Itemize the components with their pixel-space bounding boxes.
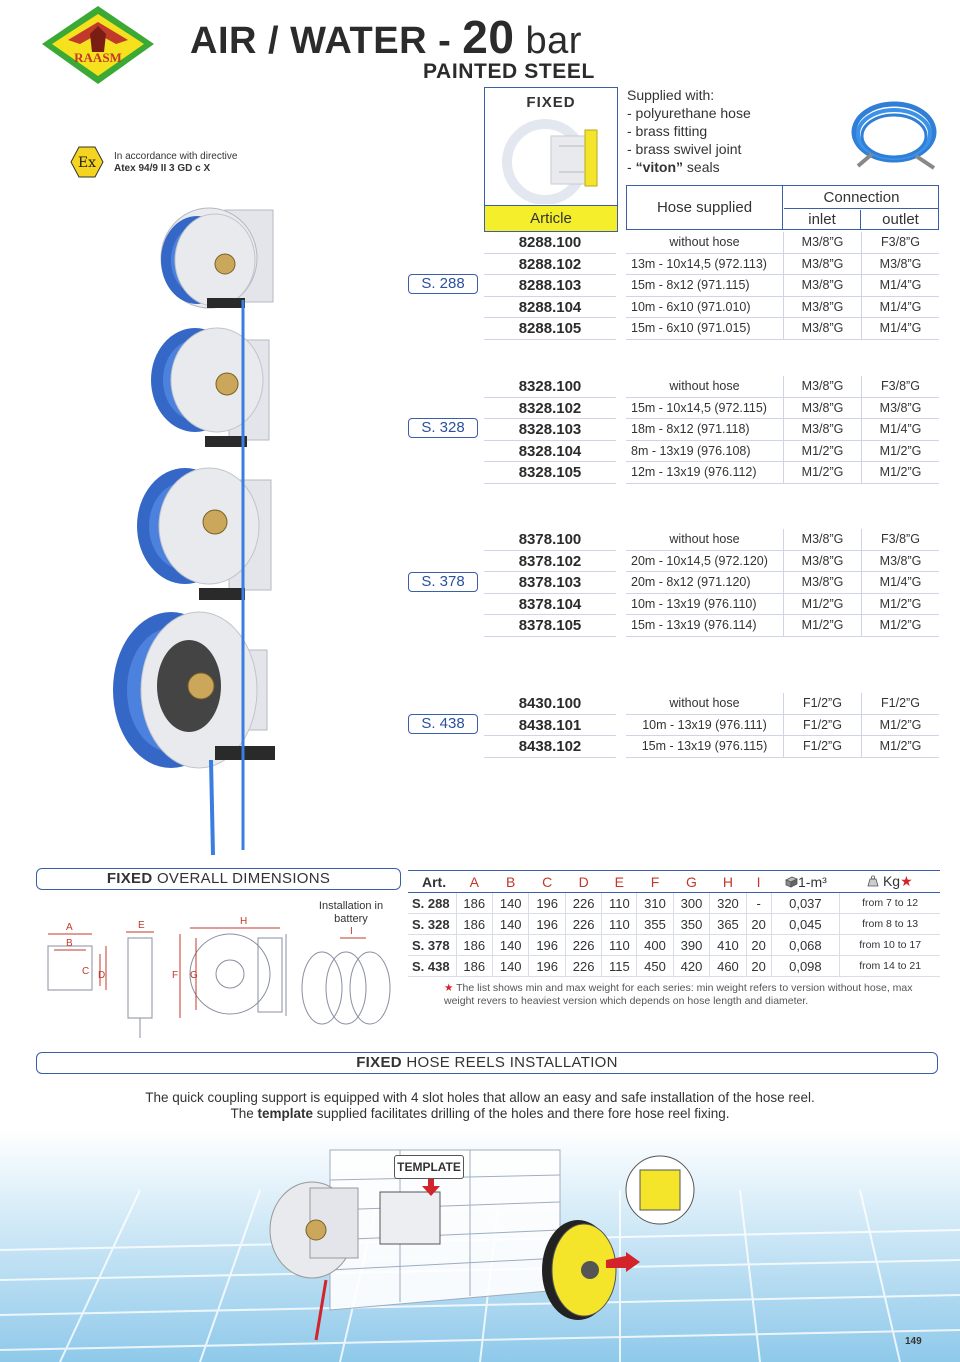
table-row: 10m - 13x19 (976.110) M1/2”G M1/2”G bbox=[626, 594, 939, 616]
table-row: without hose F1/2”G F1/2”G bbox=[626, 693, 939, 715]
table-row: 15m - 13x19 (976.114) M1/2”G M1/2”G bbox=[626, 615, 939, 637]
raasm-logo bbox=[38, 4, 158, 86]
installation-description: The quick coupling support is equipped with 4 slot holes that allow an easy and safe installation of the hose reel. The template supplied facilitates drilling of the holes and there fore hose reel fixing. bbox=[145, 1090, 815, 1121]
template-label: TEMPLATE bbox=[394, 1155, 464, 1179]
supplied-item: - “viton” seals bbox=[627, 159, 720, 175]
star-icon: ★ bbox=[444, 982, 457, 994]
article-cell: 8288.105 bbox=[484, 318, 616, 340]
col-f: F bbox=[637, 871, 673, 893]
fixed-article-box bbox=[484, 87, 618, 232]
table-row: S. 288 186 140 196 226 110 310 300 320 - 0,037 from 7 to 12 bbox=[408, 893, 940, 914]
table-header-row bbox=[408, 871, 940, 893]
series-tag-s288: S. 288 bbox=[408, 274, 478, 294]
article-cell: 8328.105 bbox=[484, 462, 616, 484]
dimensions-section-title: FIXED OVERALL DIMENSIONS bbox=[36, 868, 401, 890]
connection-table-header bbox=[626, 185, 939, 230]
page-subtitle: PAINTED STEEL bbox=[423, 60, 595, 83]
installation-section-title: FIXED HOSE REELS INSTALLATION bbox=[36, 1052, 938, 1074]
page-number: 149 bbox=[905, 1336, 922, 1347]
table-row: S. 438 186 140 196 226 115 450 420 460 20 0,098 from 14 to 21 bbox=[408, 956, 940, 977]
installation-illustration bbox=[0, 1130, 960, 1362]
article-cell: 8378.105 bbox=[484, 615, 616, 637]
article-cell: 8430.100 bbox=[484, 693, 616, 715]
spec-column-s378 bbox=[626, 529, 939, 637]
svg-text:A: A bbox=[66, 922, 73, 933]
battery-installation-label: Installation in battery bbox=[318, 900, 384, 925]
table-row: without hose M3/8”G F3/8”G bbox=[626, 232, 939, 254]
svg-text:H: H bbox=[240, 916, 248, 927]
table-row: without hose M3/8”G F3/8”G bbox=[626, 529, 939, 551]
svg-text:B: B bbox=[66, 938, 73, 949]
col-d: D bbox=[565, 871, 601, 893]
article-cell: 8288.103 bbox=[484, 275, 616, 297]
table-row: 20m - 10x14,5 (972.120) M3/8”G M3/8”G bbox=[626, 551, 939, 573]
weight-icon bbox=[867, 875, 879, 887]
article-cell: 8438.101 bbox=[484, 715, 616, 737]
hose-supplied-header: Hose supplied bbox=[627, 186, 783, 229]
series-tag-s378: S. 378 bbox=[408, 572, 478, 592]
connection-header: Connection bbox=[784, 186, 939, 209]
article-cell: 8378.104 bbox=[484, 594, 616, 616]
article-cell: 8378.100 bbox=[484, 529, 616, 551]
article-cell: 8288.102 bbox=[484, 254, 616, 276]
cube-volume-icon bbox=[784, 876, 798, 888]
col-c: C bbox=[529, 871, 565, 893]
article-header: Article bbox=[485, 205, 617, 231]
page-title: AIR / WATER - 20 bar bbox=[190, 11, 582, 63]
svg-text:E: E bbox=[138, 920, 145, 931]
col-a: A bbox=[456, 871, 492, 893]
col-b: B bbox=[492, 871, 528, 893]
supplied-item: - brass fitting bbox=[627, 123, 708, 139]
table-row: 10m - 13x19 (976.111) F1/2”G M1/2”G bbox=[626, 715, 939, 737]
article-column-s288 bbox=[484, 232, 616, 340]
table-row: 12m - 13x19 (976.112) M1/2”G M1/2”G bbox=[626, 462, 939, 484]
svg-text:I: I bbox=[350, 926, 353, 937]
weight-note: ★ The list shows min and max weight for each series: min weight refers to version without hose, max weight revers to heaviest version which depends on hose length and diameter. bbox=[444, 982, 913, 1007]
hose-coil-icon bbox=[846, 96, 942, 174]
svg-text:D: D bbox=[98, 970, 106, 981]
col-i: I bbox=[746, 871, 771, 893]
article-cell: 8328.102 bbox=[484, 398, 616, 420]
article-cell: 8378.102 bbox=[484, 551, 616, 573]
spec-column-s438 bbox=[626, 693, 939, 758]
fixed-bracket-image bbox=[499, 116, 603, 204]
table-row: S. 328 186 140 196 226 110 355 350 365 20 0,045 from 8 to 13 bbox=[408, 914, 940, 935]
inlet-header: inlet bbox=[784, 210, 861, 229]
col-art: Art. bbox=[408, 871, 456, 893]
table-row: 15m - 8x12 (971.115) M3/8”G M1/4”G bbox=[626, 275, 939, 297]
article-column-s438 bbox=[484, 693, 616, 758]
supplied-item: - brass swivel joint bbox=[627, 141, 742, 157]
supplied-title: Supplied with: bbox=[627, 87, 715, 103]
svg-text:C: C bbox=[82, 966, 90, 977]
article-cell: 8328.104 bbox=[484, 441, 616, 463]
dimensions-table bbox=[408, 870, 940, 977]
svg-text:Ex: Ex bbox=[77, 155, 97, 171]
spec-column-s328 bbox=[626, 376, 939, 484]
supplied-item: - polyurethane hose bbox=[627, 105, 751, 121]
hose-reels-image bbox=[105, 200, 295, 860]
col-g: G bbox=[673, 871, 709, 893]
table-row: S. 378 186 140 196 226 110 400 390 410 20 0,068 from 10 to 17 bbox=[408, 935, 940, 956]
svg-text:F: F bbox=[172, 970, 179, 981]
table-row: without hose M3/8”G F3/8”G bbox=[626, 376, 939, 398]
series-tag-s438: S. 438 bbox=[408, 714, 478, 734]
ex-atex-icon bbox=[70, 146, 104, 178]
table-row: 13m - 10x14,5 (972.113) M3/8”G M3/8”G bbox=[626, 254, 939, 276]
article-cell: 8328.100 bbox=[484, 376, 616, 398]
col-weight: Kg★ bbox=[840, 871, 940, 893]
article-cell: 8378.103 bbox=[484, 572, 616, 594]
table-row: 15m - 6x10 (971.015) M3/8”G M1/4”G bbox=[626, 318, 939, 340]
col-h: H bbox=[710, 871, 746, 893]
logo-text: RAASM bbox=[74, 50, 122, 65]
atex-directive: In accordance with directive Atex 94/9 II 3 GD c X bbox=[114, 151, 238, 174]
article-column-s378 bbox=[484, 529, 616, 637]
table-row: 18m - 8x12 (971.118) M3/8”G M1/4”G bbox=[626, 419, 939, 441]
table-row: 8m - 13x19 (976.108) M1/2”G M1/2”G bbox=[626, 441, 939, 463]
article-column-s328 bbox=[484, 376, 616, 484]
series-tag-s328: S. 328 bbox=[408, 418, 478, 438]
article-cell: 8438.102 bbox=[484, 736, 616, 758]
table-row: 20m - 8x12 (971.120) M3/8”G M1/4”G bbox=[626, 572, 939, 594]
fixed-label: FIXED bbox=[526, 94, 576, 111]
spec-column-s288 bbox=[626, 232, 939, 340]
table-row: 15m - 13x19 (976.115) F1/2”G M1/2”G bbox=[626, 736, 939, 758]
article-cell: 8288.100 bbox=[484, 232, 616, 254]
article-cell: 8328.103 bbox=[484, 419, 616, 441]
outlet-header: outlet bbox=[882, 211, 919, 228]
supplied-with-list bbox=[627, 86, 751, 176]
col-volume: 1-m³ bbox=[771, 871, 840, 893]
article-cell: 8288.104 bbox=[484, 297, 616, 319]
table-row: 15m - 10x14,5 (972.115) M3/8”G M3/8”G bbox=[626, 398, 939, 420]
table-row: 10m - 6x10 (971.010) M3/8”G M1/4”G bbox=[626, 297, 939, 319]
svg-text:G: G bbox=[190, 970, 198, 981]
col-e: E bbox=[602, 871, 637, 893]
star-icon: ★ bbox=[900, 873, 913, 889]
